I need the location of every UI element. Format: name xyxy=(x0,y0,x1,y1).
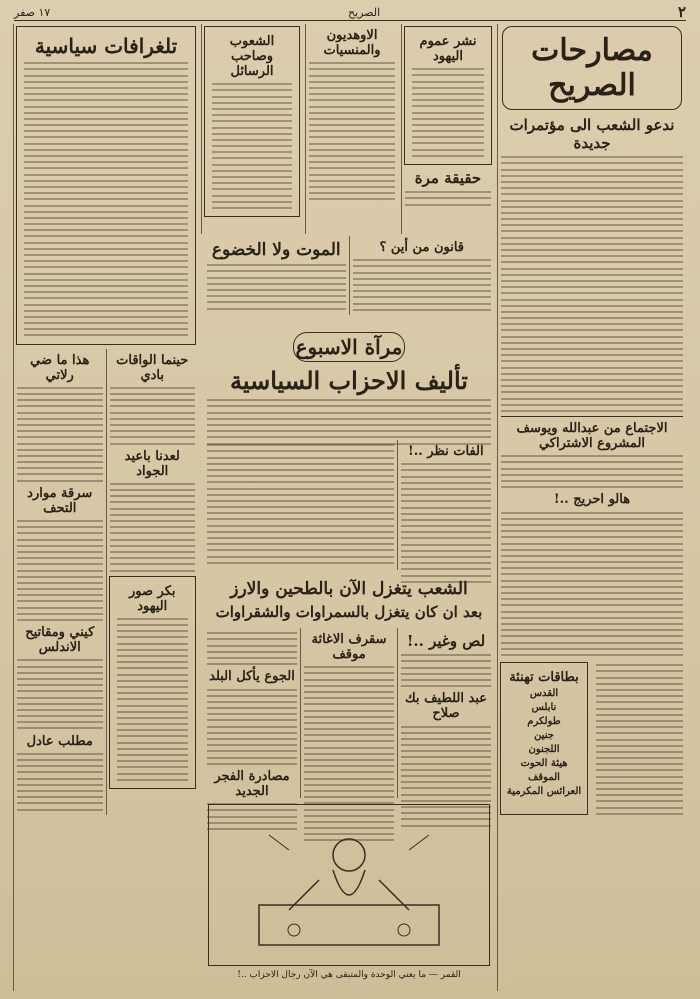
column-3-top xyxy=(305,24,398,234)
paper-name: الصريح xyxy=(348,5,381,19)
telegrams-box xyxy=(16,26,196,345)
masthead-musarahat: مصارحات الصريح xyxy=(502,26,682,110)
headline-attention: الفات نظر ..! xyxy=(408,444,484,459)
column-1 xyxy=(497,24,686,991)
greeting-cards-box xyxy=(500,662,588,815)
headline-letters: الشعوب وصاحب الرسائل xyxy=(229,34,275,79)
headline-thief: لص وغير ..! xyxy=(406,632,486,650)
headline-pictures: بكر صور اليهود xyxy=(128,583,176,614)
cartoon-caption: القمر — ما يعني الوحدة والمتبقى هي الآن رجال الاحزاب ..! xyxy=(237,970,461,980)
headline-death: الموت ولا الخضوع xyxy=(211,240,341,260)
headline-main: ندعو الشعب الى مؤتمرات جديدة xyxy=(509,116,675,152)
card-item: جنين xyxy=(534,730,554,742)
column-2-top xyxy=(401,24,494,234)
headline-theft-resources: سرقة موارد التحف xyxy=(27,485,93,516)
headline-hunger: الجوع يأكل البلد xyxy=(209,669,295,685)
cartoon-drawing-icon xyxy=(249,810,449,960)
headline-parties: تأليف الاحزاب السياسية xyxy=(230,366,468,395)
headline-abdullatif: عبد اللطيف بك صلاح xyxy=(404,691,488,722)
greeting-cards-title: بطاقات تهنئة xyxy=(509,670,579,686)
middle-upper xyxy=(204,236,494,326)
page-number: ٢ xyxy=(677,3,686,21)
cartoon-illustration xyxy=(208,804,490,966)
headline-relief: سقرف الاغاثة موقف xyxy=(311,632,387,662)
headline-andalus: كيني ومقاتيح الاندلس xyxy=(25,625,95,656)
card-item: العرائس المكرمية xyxy=(506,786,582,798)
headline-awhadiyun: الاوهديون والمنسيات xyxy=(323,28,381,58)
headline-eid: لعدنا باعيد الجواد xyxy=(124,448,180,479)
headline-just-demand: مطلب عادل xyxy=(26,733,93,749)
article-text xyxy=(501,512,683,656)
card-item: هيئة الحوت xyxy=(520,758,568,770)
letters-box xyxy=(204,26,300,217)
headline-flour: الشعب يتغزل الآن بالطحين والارز xyxy=(230,579,468,599)
week-section xyxy=(204,330,494,449)
jews-box xyxy=(404,26,492,165)
headline-past: هذا ما ضي رلاتي xyxy=(30,352,90,383)
flour-section xyxy=(204,575,494,624)
headline-waqat: حينما الواقات بادي xyxy=(116,352,189,383)
death-section xyxy=(204,236,349,315)
card-item: طولكرم xyxy=(527,716,561,728)
masthead-telegrams: تلغرافات سياسية xyxy=(34,34,178,58)
cartoon-block xyxy=(204,800,494,982)
issue-date: ١٧ صفر xyxy=(14,5,51,19)
lower-columns xyxy=(204,628,494,798)
headline-qanun: قانون من أين ؟ xyxy=(379,240,465,255)
middle-lower xyxy=(204,440,494,570)
article-text xyxy=(501,156,683,412)
headline-hallo: هالو احريج ..! xyxy=(553,492,631,508)
card-item: الموقف xyxy=(528,772,560,784)
headline-blondes: بعد ان كان يتغزل بالسمراوات والشقراوات xyxy=(215,603,483,621)
headline-project: الاجتماع من عبدالله ويوسف المشروع الاشتراكي xyxy=(516,421,668,452)
week-banner: مرآة الاسبوع xyxy=(293,332,405,362)
column-5 xyxy=(13,24,198,991)
headline-confiscation: مصادرة الفجر الجديد xyxy=(214,768,290,799)
article-text xyxy=(501,455,683,488)
article-text xyxy=(596,660,683,819)
headline-jews: نشر عموم اليهود xyxy=(419,34,477,64)
card-item: نابلس xyxy=(531,702,557,714)
page-header xyxy=(14,4,686,21)
card-item: اللجنون xyxy=(528,744,560,756)
column-4 xyxy=(201,24,302,234)
qanun-section xyxy=(349,236,495,315)
headline-bitter-truth: حقيقة مرة xyxy=(414,169,482,187)
card-item: القدس xyxy=(529,688,559,700)
jews-pictures-box xyxy=(109,576,197,789)
